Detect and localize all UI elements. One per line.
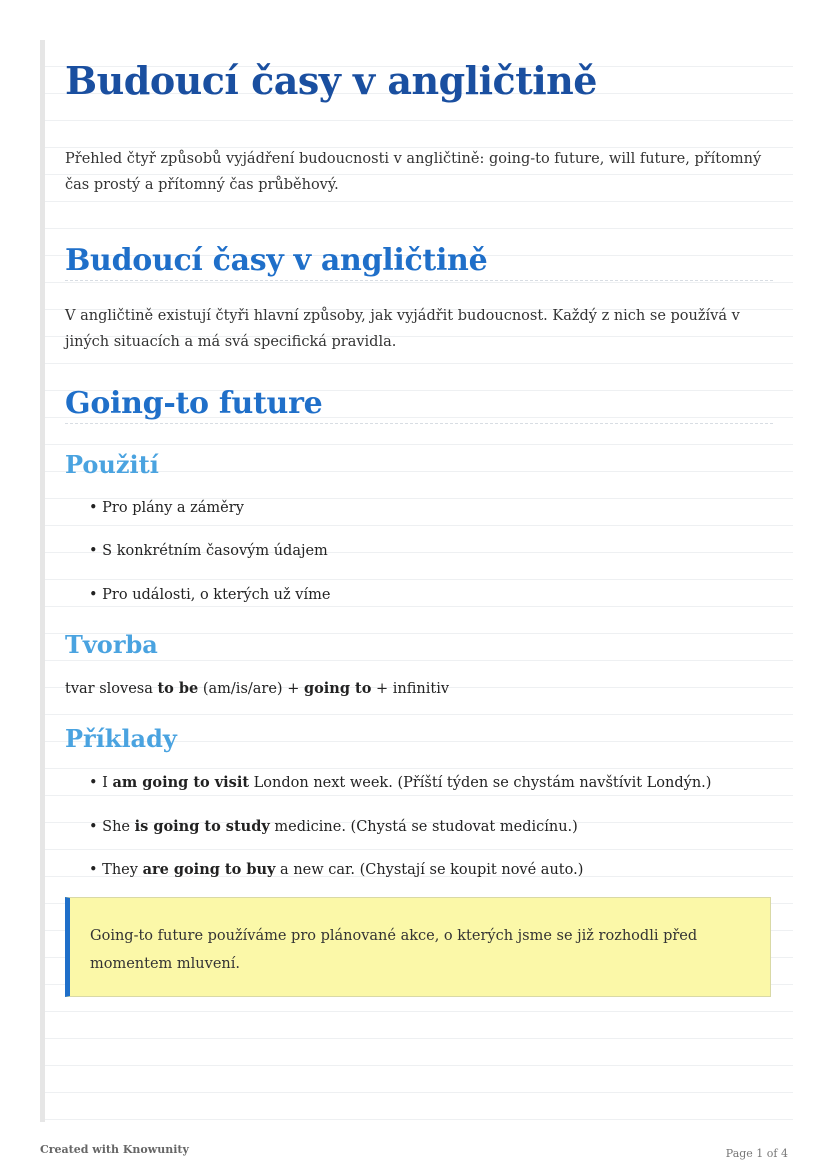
formation-text: tvar slovesa — [65, 681, 158, 697]
example-bold: is going to study — [134, 818, 270, 835]
formation-bold: to be — [157, 680, 199, 697]
usage-item: • Pro události, o kterých už víme — [89, 587, 331, 603]
subheading-usage: Použití — [65, 450, 159, 479]
intro-paragraph: Přehled čtyř způsobů vyjádření budoucnosti v angličtině: going-to future, will future, přítomný čas prostý a přítomný čas průběhový. — [65, 151, 762, 193]
example-text: • I — [89, 775, 113, 791]
example-text: • She — [89, 819, 135, 835]
overview-paragraph: V angličtině existují čtyři hlavní způsoby, jak vyjádřit budoucnost. Každý z nich se používá v jiných situacích a má svá specifická pravidla. — [65, 308, 740, 350]
section-heading-going-to: Going-to future — [65, 386, 773, 424]
page-title: Budoucí časy v angličtině — [65, 58, 597, 103]
page-number: Page 1 of 4 — [725, 1147, 788, 1160]
formation-text: + infinitiv — [371, 681, 450, 697]
example-text: London next week. (Příští týden se chystám navštívit Londýn.) — [249, 775, 712, 791]
usage-item: • Pro plány a záměry — [89, 500, 244, 516]
example-text: a new car. (Chystají se koupit nové auto.) — [275, 862, 584, 878]
formation-text: (am/is/are) + — [198, 681, 304, 697]
subheading-examples: Příklady — [65, 724, 177, 753]
example-item — [89, 774, 711, 791]
subheading-formation: Tvorba — [65, 630, 158, 659]
usage-item: • S konkrétním časovým údajem — [89, 543, 328, 559]
example-text: • They — [89, 862, 143, 878]
formation-bold: going to — [303, 680, 372, 697]
example-bold: are going to buy — [142, 861, 276, 878]
footer-brand: Created with Knowunity — [40, 1143, 189, 1156]
example-item — [89, 861, 583, 878]
formation-rule — [65, 680, 449, 697]
note-text: Going-to future používáme pro plánované akce, o kterých jsme se již rozhodli před momentem mluvení. — [90, 928, 698, 972]
section-heading-overview: Budoucí časy v angličtině — [65, 243, 773, 281]
note-box — [65, 897, 771, 997]
document-page — [40, 40, 793, 1122]
example-bold: am going to visit — [112, 774, 250, 791]
example-item — [89, 818, 578, 835]
example-text: medicine. (Chystá se studovat medicínu.) — [269, 819, 578, 835]
